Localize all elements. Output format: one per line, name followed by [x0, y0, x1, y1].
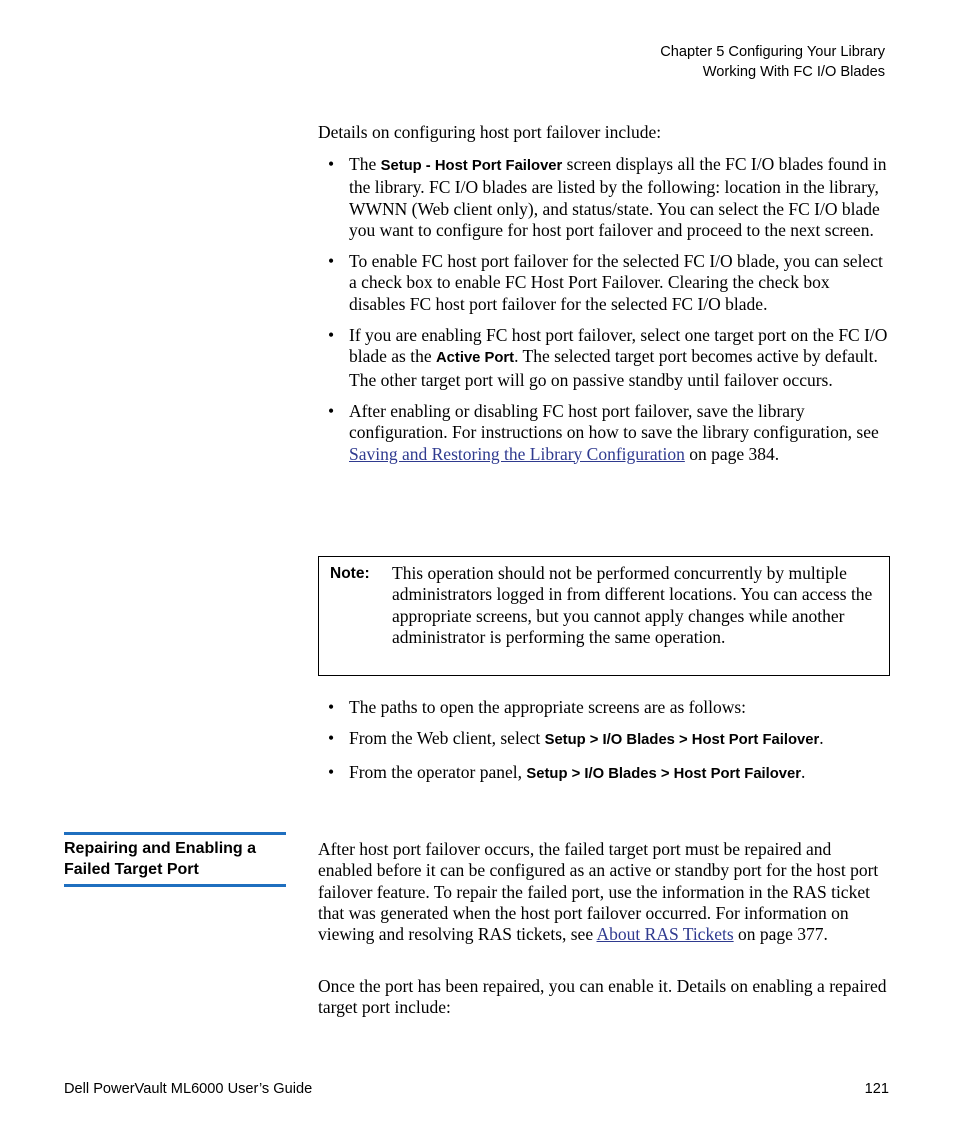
paths-list	[318, 697, 890, 795]
list-item: • After enabling or disabling FC host port failover, save the library configuration. For instructions on how to save the library configuration, see Saving and Restoring the Library Configuration on page 384.	[318, 401, 890, 465]
link-saving-restoring-config[interactable]: Saving and Restoring the Library Configuration	[349, 443, 685, 464]
list-item: • If you are enabling FC host port failover, select one target port on the FC I/O blade as the Active Port. The selected target port becomes active by default. The other target port will go on passive standby until failover occurs.	[318, 325, 890, 391]
section-heading: Repairing and Enabling a Failed Target Port	[64, 840, 257, 878]
failover-details-list	[318, 154, 890, 475]
ui-path-web-client: Setup > I/O Blades > Host Port Failover	[544, 732, 820, 749]
note-text: This operation should not be performed concurrently by multiple administrators logged in from different locations. You can access the appropriate screens, but you cannot apply changes while another administrator is performing the same operation.	[392, 563, 873, 647]
list-item: • The Setup - Host Port Failover screen displays all the FC I/O blades found in the library. FC I/O blades are listed by the following: location in the library, WWNN (Web client only), and status/state. You can select the FC I/O blade you want to configure for host port failover and proceed to the next screen.	[318, 154, 890, 241]
link-about-ras-tickets[interactable]: About RAS Tickets	[596, 924, 734, 945]
section-paragraph-1: After host port failover occurs, the failed target port must be repaired and enabled before it can be configured as an active or standby port for the host port failover feature. To repair the failed port, use the information in the RAS ticket that was generated when the host port failover occurred. For information on viewing and resolving RAS tickets, see About RAS Tickets on page 377.	[318, 839, 879, 945]
ui-path-operator-panel: Setup > I/O Blades > Host Port Failover	[526, 765, 802, 782]
note-box	[318, 556, 890, 676]
note-label: Note:	[330, 565, 370, 582]
running-header-section: Working With FC I/O Blades	[702, 64, 885, 80]
section-heading-rule-bottom	[64, 884, 286, 887]
list-item: • From the operator panel, Setup > I/O Blades > Host Port Failover.	[318, 762, 890, 785]
list-item: • The paths to open the appropriate screens are as follows:	[318, 697, 890, 718]
section-heading-rule-top	[64, 832, 286, 835]
running-header-chapter: Chapter 5 Configuring Your Library	[660, 44, 885, 60]
ui-label-setup-host-port-failover: Setup - Host Port Failover	[380, 158, 563, 174]
page-number: 121	[864, 1081, 889, 1097]
ui-label-active-port: Active Port	[435, 350, 515, 367]
section-paragraph-2: Once the port has been repaired, you can enable it. Details on enabling a repaired target port include:	[318, 976, 887, 1018]
footer-guide-title: Dell PowerVault ML6000 User’s Guide	[64, 1081, 313, 1097]
intro-paragraph: Details on configuring host port failover include:	[318, 122, 662, 142]
list-item: • To enable FC host port failover for the selected FC I/O blade, you can select a check box to enable FC Host Port Failover. Clearing the check box disables FC host port failover for the selected FC I/O blade.	[318, 251, 890, 315]
list-item: • From the Web client, select Setup > I/O Blades > Host Port Failover.	[318, 728, 890, 751]
